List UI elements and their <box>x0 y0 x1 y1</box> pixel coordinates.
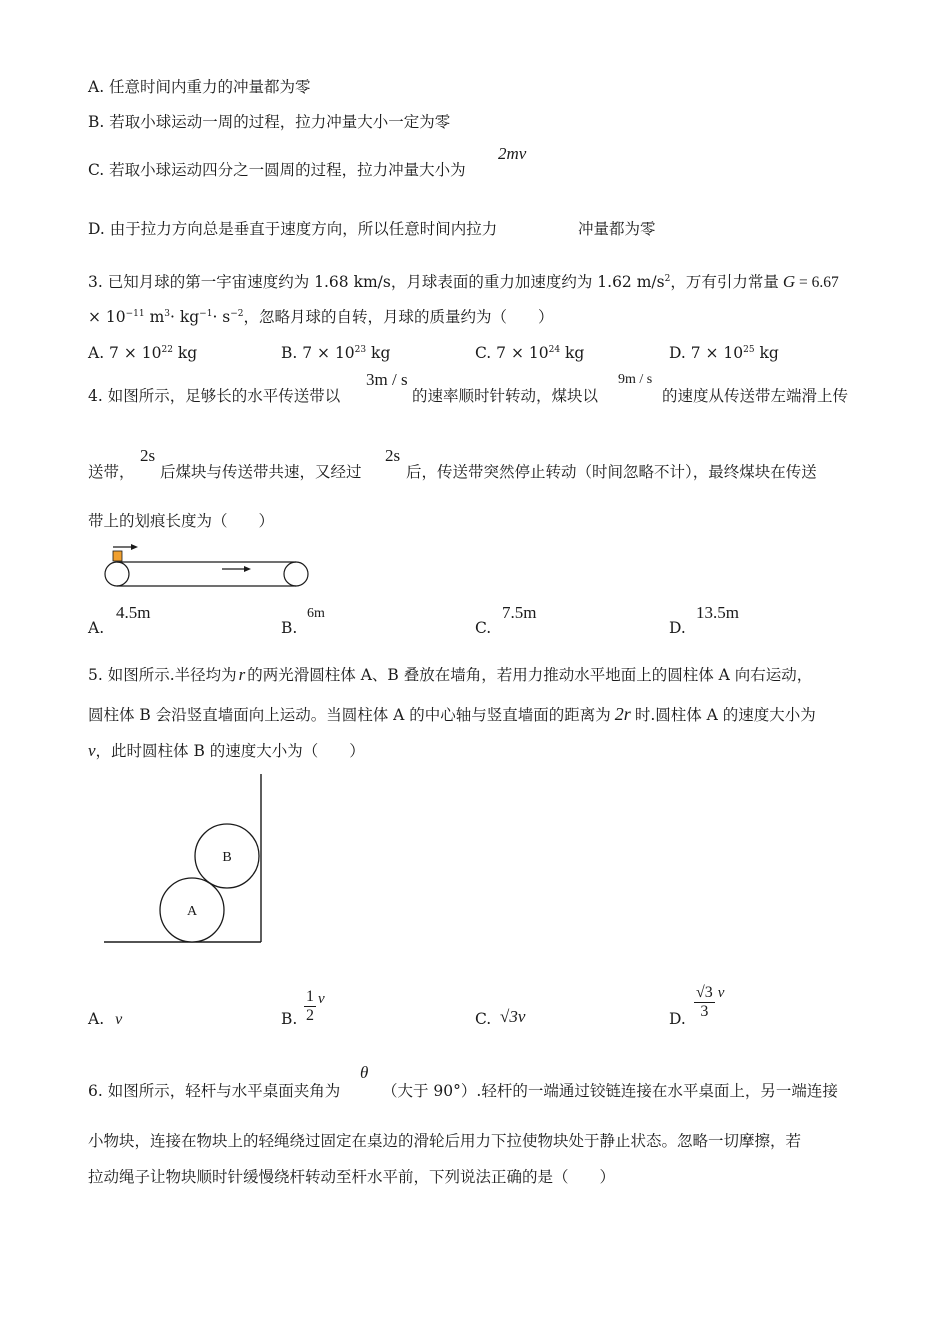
q4-block-speed: 9m / s <box>618 372 653 387</box>
q4-option-d-value: 13.5m <box>696 603 739 622</box>
q3-stem-sup2: −1 <box>199 309 213 319</box>
q4-time-2: 2s <box>385 446 401 465</box>
q3-stem-sup3: −2 <box>230 309 244 319</box>
q4-option-c-value: 7.5m <box>502 603 537 622</box>
q4-stem-2b: 后煤块与传送带共速，又经过 <box>160 463 362 481</box>
q3-stem-unit-kg: · kg <box>170 308 200 326</box>
q3-stem-text-1: 3. 已知月球的第一宇宙速度约为 1.68 km/s，月球表面的重力加速度约为 1.62 m/s <box>88 273 665 291</box>
q4-stem-2c: 后，传送带突然停止转动（时间忽略不计），最终煤块在传送 <box>406 463 817 481</box>
q5-option-a: A. v <box>88 1010 123 1028</box>
q4-time-1: 2s <box>140 446 156 465</box>
q3-option-b: B. $7 \times 10^{23}$ kg <box>281 344 391 362</box>
q3-stem-times: × 10 <box>88 308 126 326</box>
q3-stem-sup1: 3 <box>164 309 170 319</box>
q4-option-d-label: D. <box>669 619 686 637</box>
q4-option-b-value: 6m <box>307 606 325 621</box>
q2-option-a: A. 任意时间内重力的冲量都为零 <box>88 78 311 96</box>
q3-stem-line1 <box>88 269 839 293</box>
q3-stem-unit-s: · s <box>212 308 231 326</box>
belt-arrowhead <box>244 566 251 572</box>
q4-option-c-label: C. <box>475 619 492 637</box>
q3-option-a: A. $7 \times 10^{22}$ kg <box>88 344 198 362</box>
q6-stem-3: 拉动绳子让物块顺时针缓慢绕杆转动至杆水平前，下列说法正确的是（ ） <box>88 1168 616 1186</box>
right-roller <box>284 562 308 586</box>
q5-stem-line1: 5. 如图所示.半径均为 r 的两光滑圆柱体 A、B 叠放在墙角，若用力推动水平地面上的圆柱体 A 向右运动， <box>88 665 813 684</box>
q5-distance: 2r <box>614 704 631 724</box>
q5-option-c-value: √3v <box>500 1007 526 1026</box>
q6-stem-1b: （大于 90°）.轻杆的一端通过铰链连接在水平桌面上，另一端连接 <box>382 1082 838 1100</box>
q5-stem-line3: v，此时圆柱体 B 的速度大小为（ ） <box>88 741 365 760</box>
q2-option-c-value: 2mv <box>498 144 527 163</box>
q3-g-value: = 6.67 <box>795 274 839 291</box>
q6-stem-1a: 6. 如图所示，轻杆与水平桌面夹角为 <box>88 1082 341 1100</box>
q3-stem-unit-m: m <box>144 308 165 326</box>
block-arrowhead <box>131 544 138 550</box>
q3-stem-tail: ，忽略月球的自转，月球的质量约为（ ） <box>243 308 554 326</box>
q2-option-c: C. 若取小球运动四分之一圆周的过程，拉力冲量大小为 <box>88 161 466 179</box>
q5-option-d-value: $\frac{√3}{3}$ v <box>696 984 725 1020</box>
q6-stem-2: 小物块，连接在物块上的轻绳绕过固定在桌边的滑轮后用力下拉使物块处于静止状态。忽略一切摩擦，若 <box>88 1132 802 1150</box>
cylinder-b-label: B <box>222 850 232 865</box>
q2-option-b: B. 若取小球运动一周的过程，拉力冲量大小一定为零 <box>88 113 451 131</box>
q4-stem-1c: 的速度从传送带左端滑上传 <box>662 387 849 405</box>
q4-stem-3: 带上的划痕长度为（ ） <box>88 512 275 530</box>
q4-option-a-label: A. <box>88 619 105 637</box>
q2-option-d-part1: D. 由于拉力方向总是垂直于速度方向，所以任意时间内拉力 <box>88 220 498 238</box>
q4-stem-1b: 的速率顺时针转动，煤块以 <box>412 387 599 405</box>
q4-belt-speed: 3m / s <box>366 370 408 389</box>
q4-stem-2a: 送带， <box>88 463 135 481</box>
q3-stem-line2 <box>88 304 554 327</box>
cylinder-a-label: A <box>186 904 198 919</box>
q3-stem-sup: 2 <box>664 274 671 284</box>
q3-g-symbol: G <box>782 272 796 291</box>
coal-block <box>113 551 122 561</box>
q4-option-a-value: 4.5m <box>116 603 151 622</box>
q5-option-c-label: C. <box>475 1010 492 1028</box>
cylinders-diagram <box>100 770 270 950</box>
q3-option-c: C. $7 \times 10^{24}$ kg <box>475 344 585 362</box>
q5-stem-line2: 圆柱体 B 会沿竖直墙面向上运动。当圆柱体 A 的中心轴与竖直墙面的距离为 2r 时.圆柱体 A 的速度大小为 <box>88 704 816 724</box>
q2-option-d-part2: 冲量都为零 <box>578 220 656 238</box>
q5-option-b-label: B. <box>281 1010 298 1028</box>
q5-option-b-value: $\frac{1}{2}$ v <box>306 988 325 1024</box>
left-roller <box>105 562 129 586</box>
q6-theta: θ <box>360 1063 369 1082</box>
q3-stem-exp: −11 <box>125 309 145 319</box>
conveyor-diagram <box>100 542 315 592</box>
q4-option-b-label: B. <box>281 619 298 637</box>
q3-stem-text-2: ，万有引力常量 <box>670 273 779 291</box>
q5-option-d-label: D. <box>669 1010 686 1028</box>
q5-v-symbol: v <box>88 741 96 760</box>
q4-stem-1a: 4. 如图所示，足够长的水平传送带以 <box>88 387 341 405</box>
q5-r-symbol: r <box>238 665 246 684</box>
q3-option-d: D. $7 \times 10^{25}$ kg <box>669 344 779 362</box>
